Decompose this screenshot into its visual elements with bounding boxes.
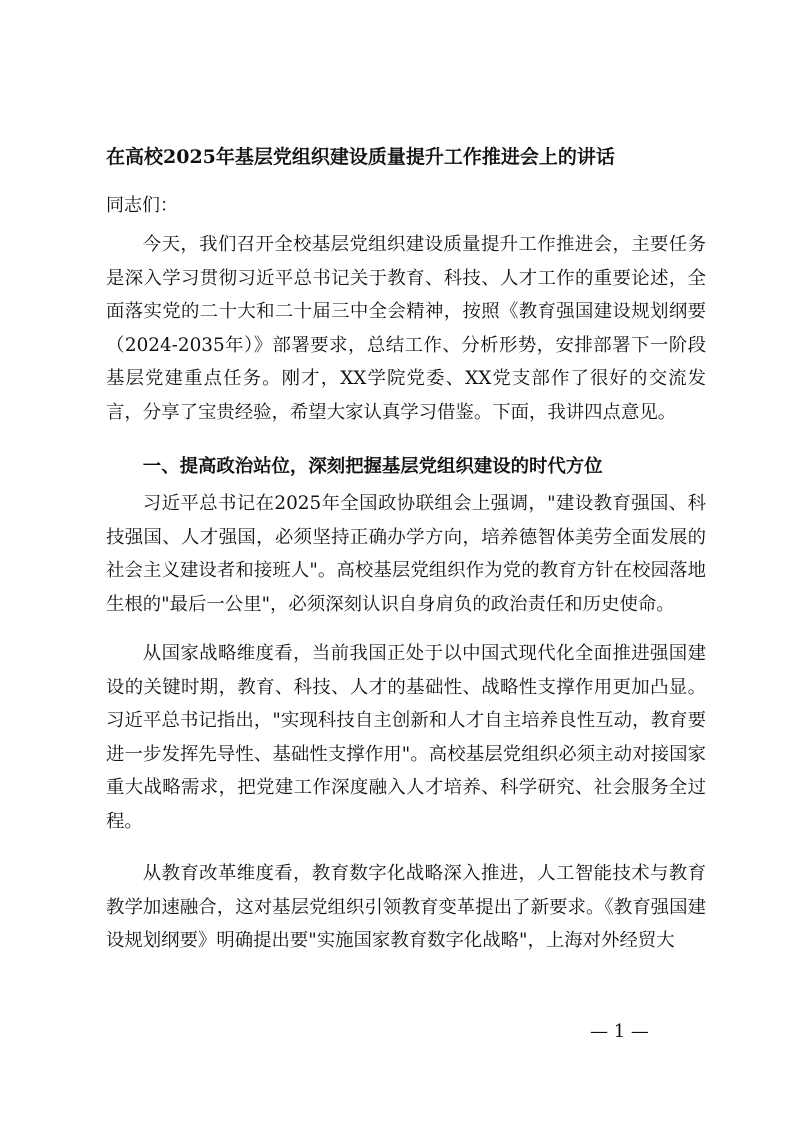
- paragraph-section1-2: 从国家战略维度看，当前我国正处于以中国式现代化全面推进强国建设的关键时期，教育、科技、人才的基础性、战略性支撑作用更加凸显。习近平总书记指出，"实现科技自主创新和人才自主培养良性互动，教育要进一步发挥先导性、基础性支撑作用"。高校基层党组织必须主动对接国家重大战略需求，把党建工作深度融入人才培养、科学研究、社会服务全过程。: [106, 643, 706, 832]
- section-heading-1: 一、提高政治站位，深刻把握基层党组织建设的时代方位: [142, 456, 603, 477]
- paragraph-section1-3: 从教育改革维度看，教育数字化战略深入推进，人工智能技术与教育教学加速融合，这对基层党组织引领教育变革提出了新要求。《教育强国建设规划纲要》明确提出要"实施国家教育数字化战略"，上海对外经贸大: [106, 863, 706, 952]
- paragraph-section1-1: 习近平总书记在2025年全国政协联组会上强调，"建设教育强国、科技强国、人才强国，必须坚持正确办学方向，培养德智体美劳全面发展的社会主义建设者和接班人"。高校基层党组织作为党的教育方针在校园落地生根的"最后一公里"，必须深刻认识自身肩负的政治责任和历史使命。: [106, 493, 706, 615]
- paragraph-intro: 今天，我们召开全校基层党组织建设质量提升工作推进会，主要任务是深入学习贯彻习近平总书记关于教育、科技、人才工作的重要论述，全面落实党的二十大和二十届三中全会精神，按照《教育强国建设规划纲要（2024-2035年）》部署要求，总结工作、分析形势，安排部署下一阶段基层党建重点任务。刚才，XX学院党委、XX党支部作了很好的交流发言，分享了宝贵经验，希望大家认真学习借鉴。下面，我讲四点意见。: [106, 234, 706, 423]
- salutation: 同志们：: [106, 195, 178, 216]
- document-title: 在高校2025年基层党组织建设质量提升工作推进会上的讲话: [106, 146, 615, 168]
- page-number: — 1 —: [590, 1021, 649, 1042]
